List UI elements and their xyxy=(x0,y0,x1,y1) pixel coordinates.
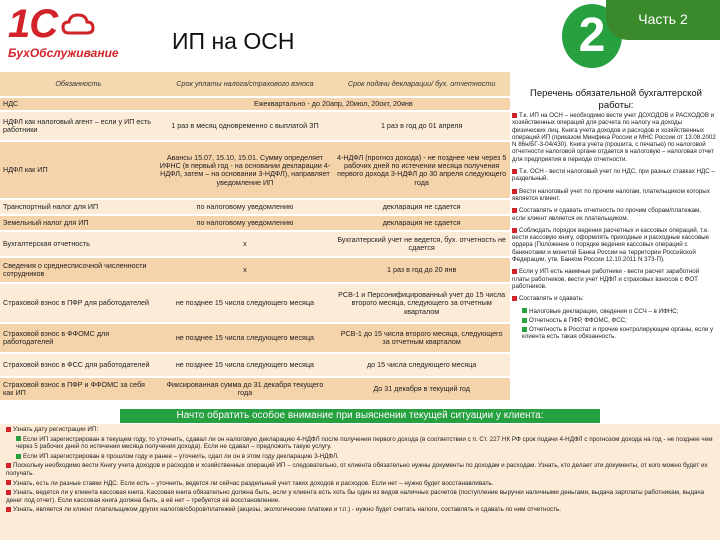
list-item xyxy=(512,188,716,203)
list-item xyxy=(512,112,716,163)
bullet-icon xyxy=(512,296,517,301)
logo-main xyxy=(8,4,126,44)
list-item xyxy=(512,227,716,263)
obligations-table xyxy=(0,72,510,400)
table-row xyxy=(0,323,510,353)
table-row xyxy=(0,111,510,141)
filing-deadline-cell: декларация не сдается xyxy=(333,199,510,215)
table-row xyxy=(0,141,510,199)
header-obligation: Обязанность xyxy=(0,72,157,97)
checklist-item-text: Если ИП зарегистрирован в текущем году, то уточнить, сдавал ли он налоговую декларацию 4-НДФЛ после получения первого дохода (в соответствии с п. Ст. 227 НК РФ срок подачи 4-НДФЛ с прогнозом дохода на год - не позднее чем через 5 рабочих дней по истечении месяца получения дохода). Если не сдавал – предложить такую услугу. xyxy=(16,435,713,451)
bullet-icon xyxy=(512,228,517,233)
obligation-cell: Страховой взнос в ПФР для работодателей xyxy=(0,283,157,323)
checklist-item-text: Узнать, ведется ли у клиента кассовая книга. Кассовая книга обязательно должна быть, если у клиента есть хоть бы один из видов наличных расчетов (поступление выручки наличными деньгами, выдача зарплаты работникам, выдача денег под отчет). Если кассовая книга должна быть, а её нет – требуется её восстановление. xyxy=(6,489,705,504)
bullet-icon xyxy=(6,463,11,468)
list-item xyxy=(512,268,716,290)
checklist-item-text: Поскольку необходимо вести Книгу учета доходов и расходов и хозяйственных операций ИП – следовательно, от клиента обязательно нужны документы по доходам и расходам. Узнать, кто делает эти документы, от кого можно будет их получать. xyxy=(6,462,708,477)
obligation-cell: Сведения о среднесписочной численности сотрудников xyxy=(0,257,157,283)
logo-text: 1С xyxy=(8,2,58,46)
list-item xyxy=(522,317,716,324)
table-row xyxy=(0,231,510,257)
payment-deadline-cell: х xyxy=(157,257,334,283)
checklist-item-text: Узнать, есть ли разные ставки НДС. Если есть – уточнить, ведется ли сейчас раздельный учет таких доходов и расходов. Если нет – нужно будет восстанавливать. xyxy=(13,479,494,487)
table-row xyxy=(0,97,510,111)
list-item xyxy=(512,168,716,183)
bullet-icon xyxy=(512,208,517,213)
checklist-item xyxy=(6,426,714,434)
payment-deadline-cell: х xyxy=(157,231,334,257)
table-row xyxy=(0,377,510,401)
logo-subtitle: БухОбслуживание xyxy=(8,46,119,60)
filing-deadline-cell: декларация не сдается xyxy=(333,215,510,231)
table-row xyxy=(0,257,510,283)
bullet-icon xyxy=(6,507,11,512)
payment-deadline-cell: по налоговому уведомлению xyxy=(157,199,334,215)
checklist-item-text: Узнать дату регистрации ИП: xyxy=(13,426,99,433)
checklist-item xyxy=(6,506,714,514)
filing-deadline-cell: 4-НДФЛ (прогноз дохода) - не позднее чем через 5 рабочих дней по истечении месяца получения первого дохода 3-НДФЛ до 30 апреля следующего года xyxy=(333,141,510,199)
payment-deadline-cell: Фиксированная сумма до 31 декабря текущего года xyxy=(157,377,334,401)
right-panel-title: Перечень обязательной бухгалтерской работы: xyxy=(530,88,702,111)
payment-deadline-cell: Авансы 15.07, 15.10, 15.01. Сумму определяет ИФНС (в первый год - на основании декларации 4-НДФЛ, затем – на основании 3-НДФЛ), направляет уведомление ИП xyxy=(157,141,334,199)
list-item-text: Соблюдать порядок ведения расчетных и кассовых операций, т.е. вести кассовую книгу, оформлять приходные и расходные кассовые ордера (Положение о порядке ведения кассовых операций с банкнотами и монетой Банка России на территории Российской Федерации, утв. Банком России 12.10.2011 N 373-П). xyxy=(512,226,710,264)
filing-deadline-cell: Бухгалтерский учет не ведется, бух. отчетность не сдается xyxy=(333,231,510,257)
list-item-text: Т.к. ОСН - вести налоговый учет по НДС, при разных ставках НДС – раздельный. xyxy=(512,168,715,183)
bullet-icon xyxy=(512,269,517,274)
bullet-icon xyxy=(512,189,517,194)
list-item-text: Составлять и сдавать: xyxy=(519,295,584,303)
header-filing-deadline: Срок подачи декларации/ бух. отчетности xyxy=(333,72,510,97)
obligation-cell: Страховой взнос в ФФОМС для работодателей xyxy=(0,323,157,353)
notice-banner: Начто обратить особое внимание при выяснении текущей ситуации у клиента: xyxy=(120,409,600,423)
list-item xyxy=(512,207,716,222)
payment-deadline-cell: 1 раз в месяц одновременно с выплатой ЗП xyxy=(157,111,334,141)
list-item-text: Отчетность в Росстат и прочие контролирующие органы, если у клиента есть такая обязанность. xyxy=(522,326,714,341)
filing-deadline-cell: 1 раз в год до 20 янв xyxy=(333,257,510,283)
checklist-item-text: Если ИП зарегистрирован в прошлом году и ранее – уточнить, сдал ли он в этом году декларацию 3-НДФЛ. xyxy=(23,452,339,460)
list-item xyxy=(522,308,716,315)
list-item-text: Т.к. ИП на ОСН – необходимо вести учет ДОХОДОВ и РАСХОДОВ и хозяйственных операций для расчета по налогу на доходы физических лиц. Книга учета доходов и расходов и хозяйственных операций ИП (приказом Минфина России и МНС России от 13.08.2002 N 86н/БГ-3-04/430). Книга учета (прошита, с печатью) по налоговой отчетности налоговой органе отдается в налоговую – налоговая отчет для предприятия в периоде отчетности. xyxy=(512,112,716,163)
bullet-icon xyxy=(6,480,11,485)
obligation-cell: Бухгалтерская отчетность xyxy=(0,231,157,257)
bullet-icon xyxy=(522,318,527,323)
bullet-icon xyxy=(522,308,527,313)
payment-deadline-cell: не позднее 15 числа следующего месяца xyxy=(157,353,334,377)
bullet-icon xyxy=(16,436,21,441)
filing-deadline-cell: РСВ-1 и Персонифицированный учет до 15 числа второго месяца, следующего за отчетным кварталом xyxy=(333,283,510,323)
payment-deadline-cell: по налоговому уведомлению xyxy=(157,215,334,231)
table-header-row xyxy=(0,72,510,97)
list-item-text: Если у ИП есть наемные работники - вести расчет заработной платы работников, вести учет НДФЛ и страховых взносов с ФОТ работников. xyxy=(512,268,700,290)
combined-deadline-cell: Ежеквартально - до 20апр, 20июл, 20окт, 20янв xyxy=(157,97,510,111)
checklist-item xyxy=(6,462,714,477)
table-row xyxy=(0,283,510,323)
list-item-text: Составлять и сдавать отчетность по прочим сборам/платежам, если клиент является их плательщиком. xyxy=(512,207,702,222)
obligation-cell: Транспортный налог для ИП xyxy=(0,199,157,215)
obligation-cell: Страховой взнос в ФСС для работодателей xyxy=(0,353,157,377)
filing-deadline-cell: РСВ-1 до 15 числа второго месяца, следующего за отчетным кварталом xyxy=(333,323,510,353)
payment-deadline-cell: не позднее 15 числа следующего месяца xyxy=(157,323,334,353)
table-row xyxy=(0,353,510,377)
list-item-text: Налоговые декларации, сведения о ССЧ – в ИФНС; xyxy=(529,307,679,315)
list-item-text: Отчетность в ПФР, ФФОМС, ФСС; xyxy=(529,316,627,324)
checklist-item-text: Узнать, является ли клиент плательщиком других налогов/сборов/платежей (акцизы, экологические платежи и т.п.) - нужно будет считать налоги, составлять и сдавать по ним отчетность. xyxy=(13,506,562,514)
bullet-icon xyxy=(512,113,517,118)
obligation-cell: Земельный налог для ИП xyxy=(0,215,157,231)
bullet-icon xyxy=(522,327,527,332)
obligation-cell: Страховой взнос в ПФР и ФФОМС за себя как ИП xyxy=(0,377,157,401)
obligation-cell: НДС xyxy=(0,97,157,111)
table-row xyxy=(0,215,510,231)
bullet-icon xyxy=(6,427,11,432)
list-item xyxy=(512,295,716,302)
checklist-item xyxy=(16,453,714,461)
obligation-cell: НДФЛ как налоговый агент – если у ИП есть работники xyxy=(0,111,157,141)
company-logo xyxy=(8,4,126,70)
page-title: ИП на ОСН xyxy=(172,28,295,54)
list-item xyxy=(522,326,716,341)
payment-deadline-cell: не позднее 15 числа следующего месяца xyxy=(157,283,334,323)
bullet-icon xyxy=(16,454,21,459)
list-item-text: Вести налоговый учет по прочим налогам, плательщиком которых является клиент. xyxy=(512,187,710,202)
obligation-cell: НДФЛ как ИП xyxy=(0,141,157,199)
bullet-icon xyxy=(512,169,517,174)
required-work-list xyxy=(512,112,716,343)
table-body xyxy=(0,97,510,401)
header-payment-deadline: Срок уплаты налога/страхового взноса xyxy=(157,72,334,97)
checklist-item xyxy=(6,480,714,488)
bullet-icon xyxy=(6,490,11,495)
part-label: Часть 2 xyxy=(606,0,720,40)
table-row xyxy=(0,199,510,215)
checklist-item xyxy=(6,489,714,504)
checklist-item xyxy=(16,436,714,451)
section-number-badge: 2 xyxy=(562,4,622,68)
client-checklist xyxy=(0,424,720,540)
filing-deadline-cell: до 15 числа следующего месяца xyxy=(333,353,510,377)
cloud-icon xyxy=(61,13,95,35)
filing-deadline-cell: До 31 декабря в текущий год xyxy=(333,377,510,401)
filing-deadline-cell: 1 раз в год до 01 апреля xyxy=(333,111,510,141)
